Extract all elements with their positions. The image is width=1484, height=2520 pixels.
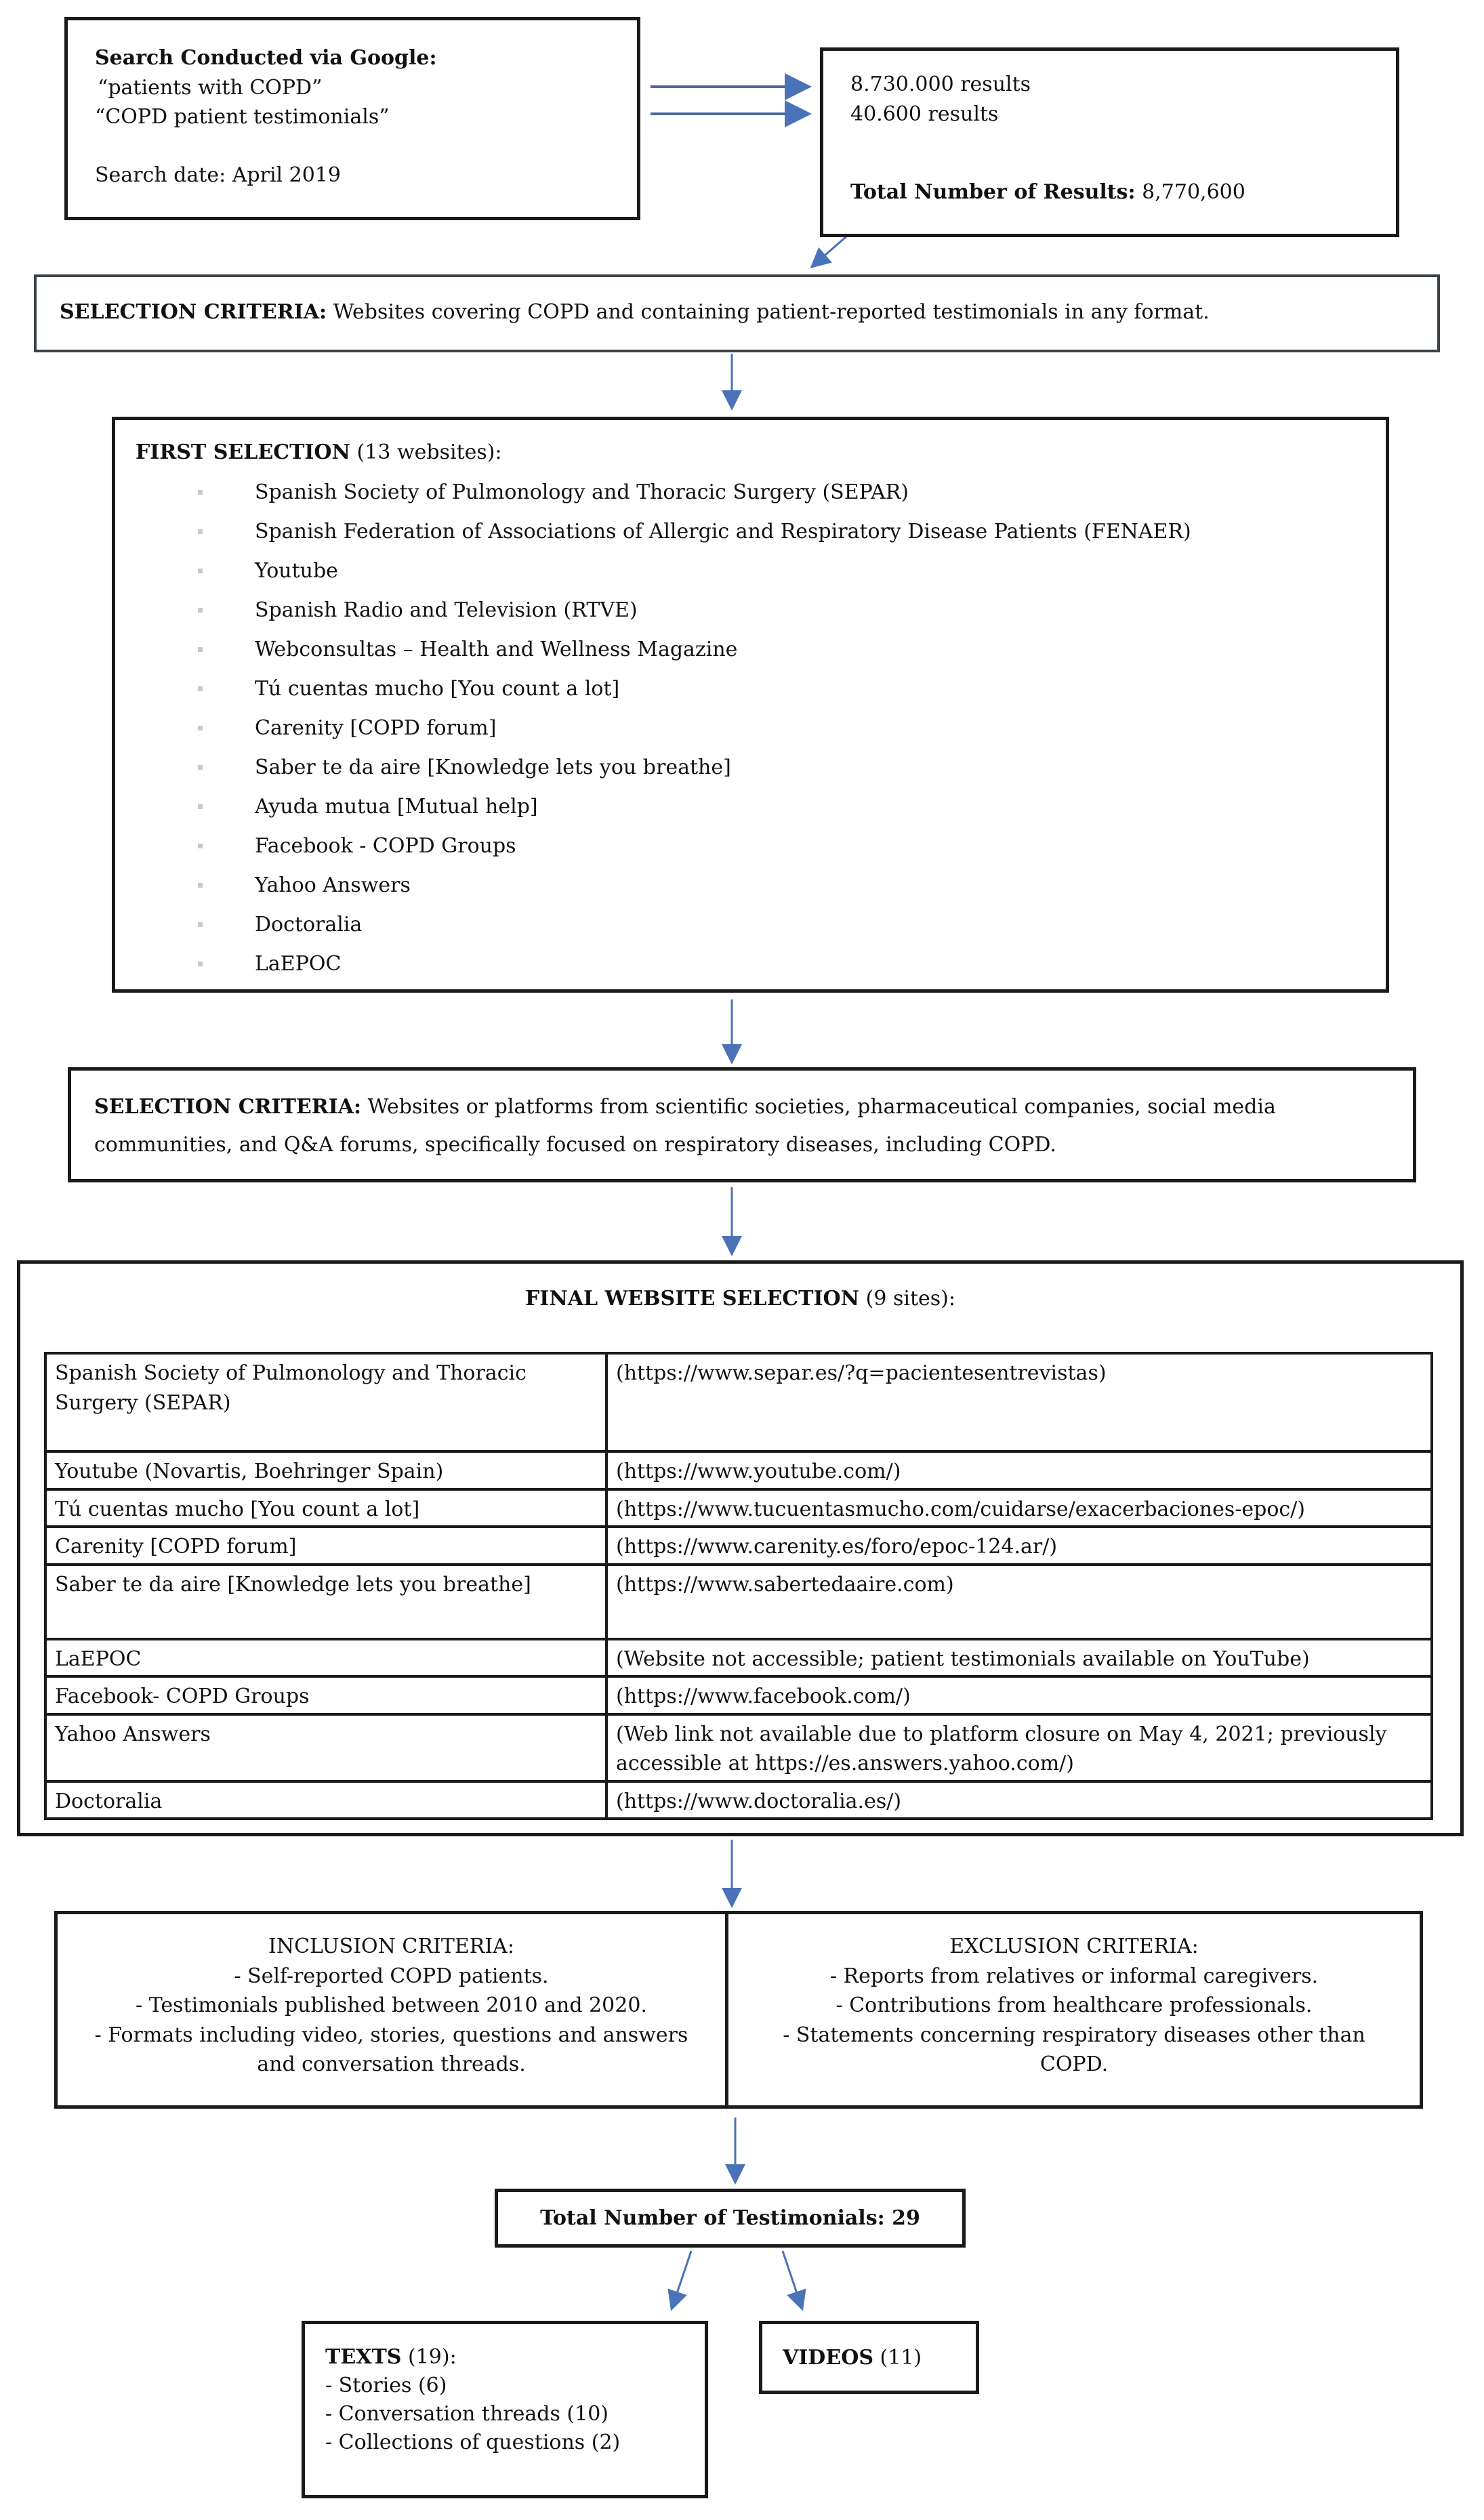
list-item-label: Spanish Radio and Television (RTVE) [255,598,638,622]
list-item [136,945,1365,984]
exclusion-criteria-box [725,1911,1423,2109]
texts-item: - Stories (6) [325,2374,447,2397]
list-item [136,748,1365,787]
exclusion-item: - Reports from relatives or informal caregivers. [829,1964,1319,1988]
bullet-icon [198,726,203,730]
search-box [64,17,640,220]
list-item-label: Saber te da aire [Knowledge lets you breathe] [255,755,731,779]
inclusion-item: - Formats including video, stories, questions and answers and conversation threads. [94,2023,688,2076]
site-link: (https://www.separ.es/?q=pacientesentrevistas) [606,1353,1432,1451]
texts-item: - Collections of questions (2) [325,2431,621,2454]
inclusion-item: - Testimonials published between 2010 and 2020. [136,1994,647,2017]
list-item [136,552,1365,591]
exclusion-item: - Contributions from healthcare professionals. [836,1994,1313,2017]
table-row [45,1565,1432,1639]
inclusion-title: INCLUSION CRITERIA: [268,1935,514,1958]
site-name: Facebook- COPD Groups [45,1676,606,1714]
total-testimonials-label: Total Number of Testimonials: [540,2206,885,2230]
table-row [45,1489,1432,1527]
list-item [136,866,1365,905]
list-item [136,630,1365,669]
bullet-icon [198,569,203,573]
site-name: Yahoo Answers [45,1714,606,1781]
total-testimonials-box [495,2189,966,2248]
result-count: 8.730.000 results [850,73,1031,96]
list-item [136,591,1365,630]
list-item [136,512,1365,552]
list-item [136,473,1365,512]
criteria-label: SELECTION CRITERIA: [94,1095,362,1119]
results-total [850,178,1245,207]
list-item [136,709,1365,748]
site-link: (https://www.sabertedaaire.com) [606,1565,1432,1639]
table-row [45,1451,1432,1489]
list-item-label: Yahoo Answers [255,873,411,897]
selection-criteria-1 [34,274,1440,352]
bullet-icon [198,608,203,613]
bullet-icon [198,765,203,770]
texts-count: (19): [408,2345,457,2369]
search-query: “COPD patient testimonials” [95,105,390,129]
final-selection-label: FINAL WEBSITE SELECTION [525,1287,860,1310]
bullet-icon [198,804,203,809]
site-name: Carenity [COPD forum] [45,1527,606,1565]
site-name: Tú cuentas mucho [You count a lot] [45,1489,606,1527]
list-item-label: Tú cuentas mucho [You count a lot] [255,676,620,701]
site-name: Spanish Society of Pulmonology and Thoracic Surgery (SEPAR) [45,1353,606,1451]
site-link: (https://www.carenity.es/foro/epoc-124.ar/) [606,1527,1432,1565]
first-selection-heading [136,438,1365,468]
table-row [45,1714,1432,1781]
list-item-label: Ayuda mutua [Mutual help] [255,794,538,819]
texts-heading [325,2343,684,2372]
first-selection-count: (13 websites): [356,440,502,464]
site-link: (Website not accessible; patient testimonials available on YouTube) [606,1639,1432,1677]
bullet-icon [198,844,203,848]
bullet-icon [198,922,203,927]
results-box [820,47,1399,237]
list-item-label: Webconsultas – Health and Wellness Magazine [255,637,738,661]
bullet-icon [198,883,203,888]
selection-criteria-2 [68,1067,1416,1182]
bullet-icon [198,962,203,966]
list-item [136,827,1365,866]
site-name: Doctoralia [45,1781,606,1819]
bullet-icon [198,686,203,691]
list-item-label: Doctoralia [255,912,363,936]
inclusion-item: - Self-reported COPD patients. [234,1964,549,1988]
search-date: Search date: April 2019 [95,163,342,187]
final-selection-table [44,1352,1433,1820]
table-row [45,1353,1432,1451]
first-selection-list [136,473,1365,984]
first-selection-label: FIRST SELECTION [136,440,350,464]
result-count: 40.600 results [850,102,999,126]
criteria-label: SELECTION CRITERIA: [60,300,327,324]
site-link: (https://www.youtube.com/) [606,1451,1432,1489]
exclusion-title: EXCLUSION CRITERIA: [949,1935,1199,1958]
first-selection-box [112,417,1389,993]
bullet-icon [198,490,203,495]
site-link: (https://www.facebook.com/) [606,1676,1432,1714]
texts-item: - Conversation threads (10) [325,2402,609,2426]
list-item-label: LaEPOC [255,951,342,976]
criteria-text: Websites or platforms from scientific societies, pharmaceutical companies, social media communities, and Q&A forums, specifically focused on respiratory diseases, including COPD. [94,1095,1276,1157]
list-item [136,787,1365,827]
criteria-text: Websites covering COPD and containing patient-reported testimonials in any format. [333,300,1210,324]
results-total-label: Total Number of Results: [850,180,1136,204]
site-link: (Web link not available due to platform closure on May 4, 2021; previously accessible at https://es.answers.yahoo.com/) [606,1714,1432,1781]
list-item-label: Carenity [COPD forum] [255,716,497,740]
site-link: (https://www.doctoralia.es/) [606,1781,1432,1819]
list-item [136,905,1365,945]
list-item-label: Youtube [255,558,338,583]
exclusion-item: - Statements concerning respiratory diseases other than COPD. [783,2023,1365,2076]
table-row [45,1781,1432,1819]
videos-box [759,2321,979,2394]
bullet-icon [198,647,203,652]
site-name: Youtube (Novartis, Boehringer Spain) [45,1451,606,1489]
site-name: Saber te da aire [Knowledge lets you breathe] [45,1565,606,1639]
final-selection-count: (9 sites): [865,1287,955,1310]
final-selection-box [17,1260,1464,1836]
list-item-label: Spanish Federation of Associations of Allergic and Respiratory Disease Patients (FENAER) [255,519,1191,543]
table-row [45,1639,1432,1677]
texts-label: TEXTS [325,2345,402,2369]
site-name: LaEPOC [45,1639,606,1677]
total-testimonials-value: 29 [892,2206,920,2230]
site-link: (https://www.tucuentasmucho.com/cuidarse/exacerbaciones-epoc/) [606,1489,1432,1527]
search-query: “patients with COPD” [98,75,323,100]
table-row [45,1527,1432,1565]
final-selection-heading [20,1284,1460,1314]
list-item-label: Facebook - COPD Groups [255,833,516,858]
table-row [45,1676,1432,1714]
inclusion-criteria-box [54,1911,728,2109]
arrow-total-to-texts [672,2251,691,2307]
results-total-value: 8,770,600 [1142,180,1245,204]
videos-count: (11) [880,2346,922,2370]
texts-box [302,2321,708,2498]
list-item-label: Spanish Society of Pulmonology and Thoracic Surgery (SEPAR) [255,480,909,504]
list-item [136,669,1365,709]
videos-label: VIDEOS [783,2346,873,2370]
search-heading: Search Conducted via Google: [95,46,437,70]
arrow-total-to-videos [783,2251,802,2307]
bullet-icon [198,529,203,534]
